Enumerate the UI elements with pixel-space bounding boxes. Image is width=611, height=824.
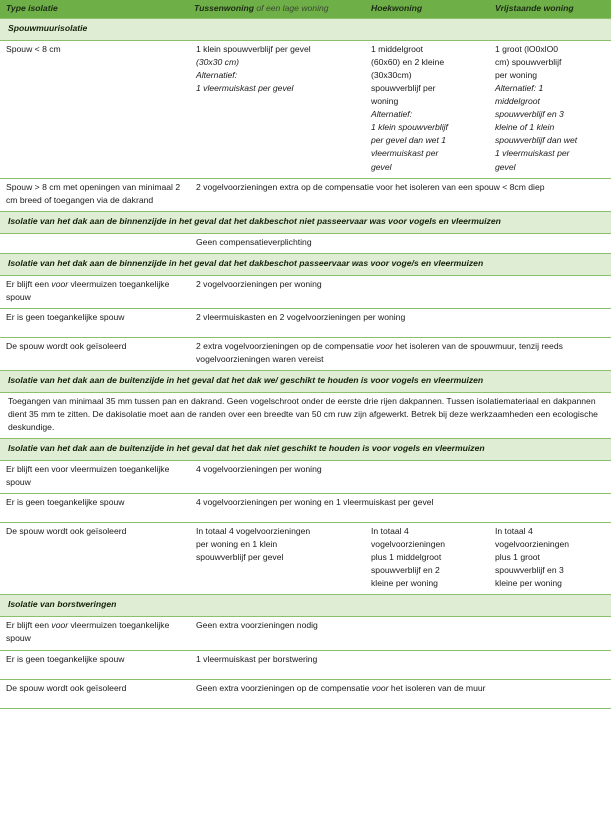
- cell-type-isolatie: Er is geen toegankelijke spouw: [0, 308, 188, 328]
- column-header-1: Type isolatie: [0, 0, 188, 19]
- table-row: [0, 617, 611, 650]
- row-spacer: [0, 328, 611, 338]
- table-row: [0, 392, 611, 438]
- section-band: [0, 211, 611, 233]
- cell-tussenwoning: In totaal 4 vogelvoorzieningen per woning en 1 klein spouwverblijf per gevel: [188, 523, 365, 595]
- table-row: [0, 178, 611, 211]
- cell-type-isolatie: Spouw < 8 cm: [0, 40, 188, 178]
- table-row: [0, 523, 611, 595]
- section-band-label: Spouwmuurisolatie: [0, 19, 611, 41]
- cell-measure-all: 2 extra vogelvoorzieningen op de compensatie voor het isoleren van de spouwmuur, tenzij reeds vogelvoorzieningen waren vereist: [188, 337, 611, 370]
- table-row: [0, 40, 611, 178]
- cell-type-isolatie: Er blijft een voor vleermuizen toegankelijke spouw: [0, 617, 188, 650]
- section-band: [0, 595, 611, 617]
- cell-vrijstaande-woning: 1 groot (lO0xlO0 cm) spouwverblijf per woning Alternatief: 1 middelgroot spouwverblijf en 3 kleine of 1 klein spouwverblijf dan wet 1 vleermuiskast per gevel: [489, 40, 611, 178]
- cell-type-isolatie: Er is geen toegankelijke spouw: [0, 494, 188, 514]
- column-header-4: Vrijstaande woning: [489, 0, 611, 19]
- cell-measure-all: 1 vleermuiskast per borstwering: [188, 650, 611, 670]
- column-header-2: Tussenwoning of een lage woning: [188, 0, 365, 19]
- cell-type-isolatie: De spouw wordt ook geïsoleerd: [0, 679, 188, 699]
- section-band: [0, 370, 611, 392]
- cell-measure-all: Geen extra voorzieningen op de compensatie voor het isoleren van de muur: [188, 679, 611, 699]
- section-band-label: Isolatie van het dak aan de binnenzijde in het geval dat het dakbeschot passeervaar was voor voge/s en vleermuizen: [0, 253, 611, 275]
- cell-hoekwoning: 1 middelgroot (60x60) en 2 kleine (30x30cm) spouwverblijf per woning Alternatief: 1 klein spouwverblijf per gevel dan wet 1 vleermuiskast per gevel: [365, 40, 489, 178]
- cell-hoekwoning: In totaal 4 vogelvoorzieningen plus 1 middelgroot spouwverblijf en 2 kleine per woning: [365, 523, 489, 595]
- section-band: [0, 439, 611, 461]
- row-spacer: [0, 699, 611, 709]
- section-band-label: Isolatie van het dak aan de binnenzijde in het geval dat het dakbeschot niet passeervaar was voor vogels en vleermuizen: [0, 211, 611, 233]
- section-band-label: Isolatie van het dak aan de buitenzijde in het geval dat het dak niet geschikt te houden is voor vogels en vleermuizen: [0, 439, 611, 461]
- table-row: [0, 494, 611, 514]
- table-row: [0, 460, 611, 493]
- cell-vrijstaande-woning: In totaal 4 vogelvoorzieningen plus 1 groot spouwverblijf en 3 kleine per woning: [489, 523, 611, 595]
- table-header-row: [0, 0, 611, 19]
- section-band: [0, 19, 611, 41]
- cell-type-isolatie: De spouw wordt ook geïsoleerd: [0, 523, 188, 595]
- cell-measure-all: Geen compensatieverplichting: [188, 233, 611, 253]
- cell-type-isolatie: [0, 233, 188, 253]
- cell-measure-all: 4 vogelvoorzieningen per woning: [188, 460, 611, 493]
- cell-type-isolatie: Er blijft een voor vleermuizen toegankelijke spouw: [0, 275, 188, 308]
- section-band: [0, 253, 611, 275]
- cell-measure-all: 2 vleermuiskasten en 2 vogelvoorzieningen per woning: [188, 308, 611, 328]
- table-row: [0, 650, 611, 670]
- cell-fulltext: Toegangen van minimaal 35 mm tussen pan en dakrand. Geen vogelschroot onder de eerste drie rijen dakpannen. Tussen isolatiemateriaal en dakpannen dient 35 mm te zitten. De dakisolatie moet aan de randen over een breedte van 50 cm ruw zijn afgewerkt. Betrek bij deze werkzaamheden een ecologische deskundige.: [0, 392, 611, 438]
- section-band-label: Isolatie van het dak aan de buitenzijde in het geval dat het dak we/ geschikt te houden is voor vogels en vleermuizen: [0, 370, 611, 392]
- section-band-label: Isolatie van borstweringen: [0, 595, 611, 617]
- cell-measure-all: 2 vogelvoorzieningen per woning: [188, 275, 611, 308]
- row-spacer: [0, 513, 611, 523]
- table-row: [0, 275, 611, 308]
- cell-measure-all: 2 vogelvoorzieningen extra op de compensatie voor het isoleren van een spouw < 8cm diep: [188, 178, 611, 211]
- row-spacer: [0, 670, 611, 680]
- cell-type-isolatie: Spouw > 8 cm met openingen van minimaal 2 cm breed of toegangen via de dakrand: [0, 178, 188, 211]
- cell-measure-all: Geen extra voorzieningen nodig: [188, 617, 611, 650]
- column-header-3: Hoekwoning: [365, 0, 489, 19]
- cell-measure-all: 4 vogelvoorzieningen per woning en 1 vleermuiskast per gevel: [188, 494, 611, 514]
- table-row: [0, 337, 611, 370]
- cell-type-isolatie: De spouw wordt ook geïsoleerd: [0, 337, 188, 370]
- table-row: [0, 233, 611, 253]
- table-bottom-rule: [0, 708, 611, 709]
- table-row: [0, 308, 611, 328]
- cell-type-isolatie: Er blijft een voor vleermuizen toegankelijke spouw: [0, 460, 188, 493]
- cell-type-isolatie: Er is geen toegankelijke spouw: [0, 650, 188, 670]
- cell-tussenwoning: 1 klein spouwverblijf per gevel (30x30 cm) Alternatief: 1 vleermuiskast per gevel: [188, 40, 365, 178]
- table-row: [0, 679, 611, 699]
